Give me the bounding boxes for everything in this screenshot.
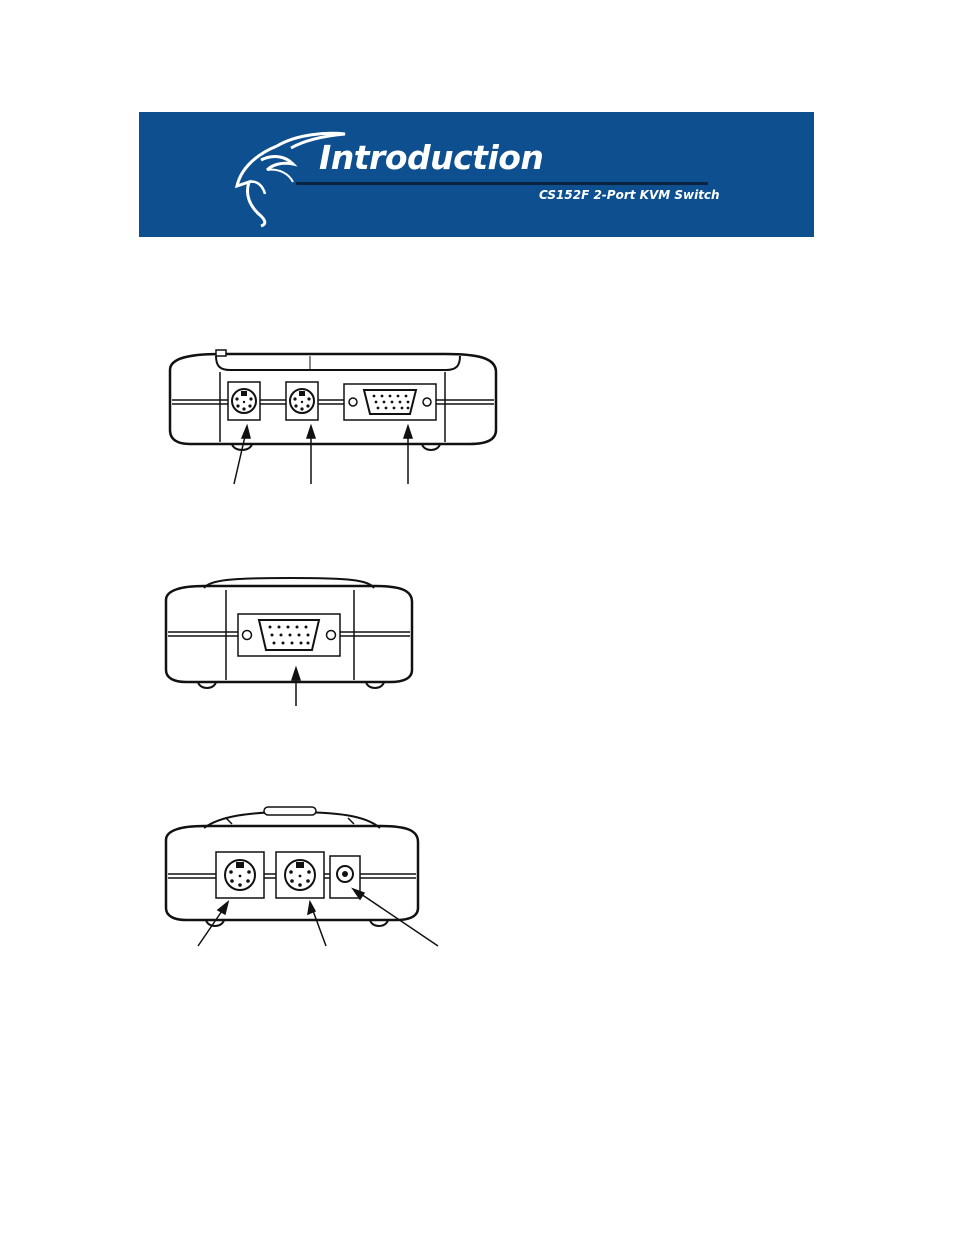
vga-port-icon bbox=[344, 384, 436, 420]
device-drawing bbox=[160, 574, 420, 714]
device-view-console bbox=[160, 344, 506, 494]
callout-arrow bbox=[307, 426, 315, 484]
ps2-port-icon bbox=[216, 852, 264, 898]
ps2-port-icon bbox=[286, 382, 318, 420]
callout-arrow bbox=[404, 426, 412, 484]
device-view-cpu-ps2 bbox=[160, 804, 450, 954]
title-underline bbox=[296, 182, 708, 185]
device-drawing bbox=[160, 804, 450, 954]
device-drawing bbox=[160, 344, 506, 494]
ps2-port-icon bbox=[228, 382, 260, 420]
ps2-port-icon bbox=[276, 852, 324, 898]
page-title: Introduction bbox=[319, 138, 544, 177]
device-view-vga bbox=[160, 574, 420, 714]
product-subtitle: CS152F 2-Port KVM Switch bbox=[539, 188, 720, 202]
header-banner bbox=[139, 112, 814, 237]
vga-port-icon bbox=[238, 614, 340, 656]
